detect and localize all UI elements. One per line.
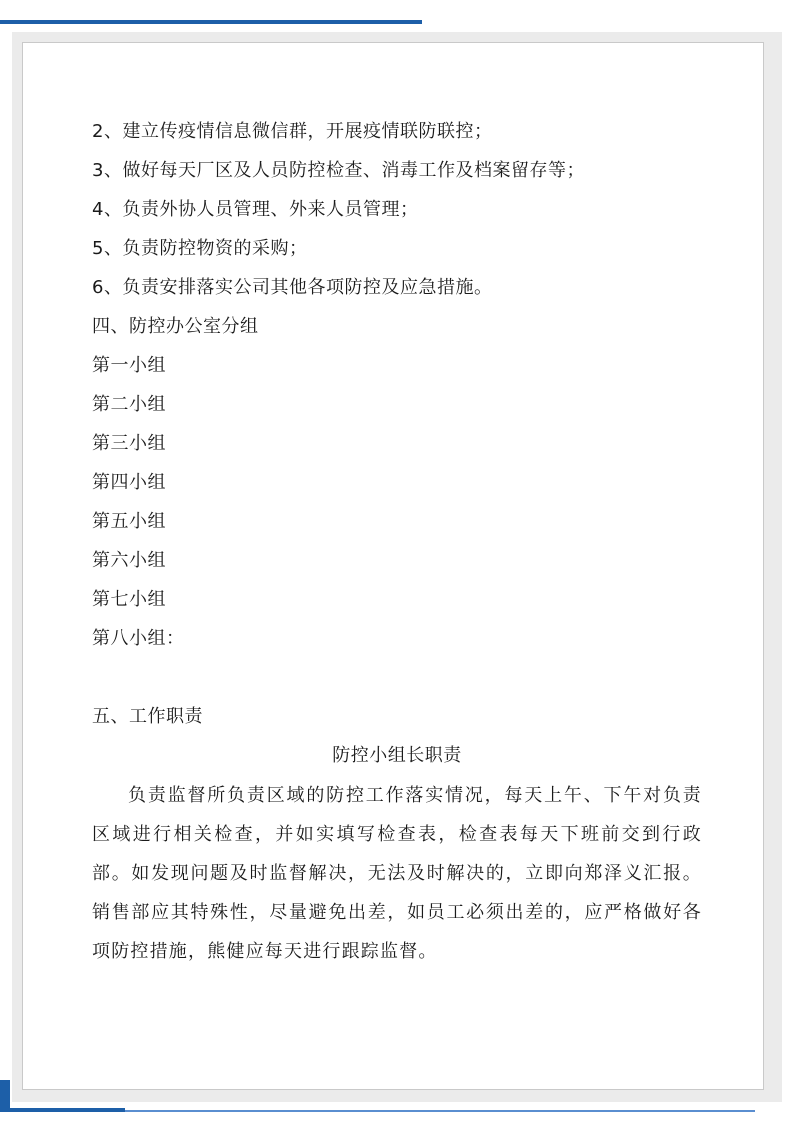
duty-paragraph: 负责监督所负责区域的防控工作落实情况，每天上午、下午对负责区域进行相关检查，并如实填写检查表，检查表每天下班前交到行政部。如发现问题及时监督解决，无法及时解决的，立即向郑泽义汇报。销售部应其特殊性，尽量避免出差，如员工必须出差的，应严格做好各项防控措施，熊健应每天进行跟踪监督。 xyxy=(92,785,702,962)
top-accent-bar xyxy=(0,20,422,24)
list-item: 4、负责外协人员管理、外来人员管理； xyxy=(92,199,419,220)
bottom-accent-bar xyxy=(0,1108,125,1112)
document-body xyxy=(92,112,702,971)
group-item: 第三小组 xyxy=(92,433,166,454)
group-item: 第五小组 xyxy=(92,511,166,532)
list-item: 6、负责安排落实公司其他各项防控及应急措施。 xyxy=(92,277,493,298)
group-item: 第七小组 xyxy=(92,589,166,610)
group-item: 第四小组 xyxy=(92,472,166,493)
list-item: 3、做好每天厂区及人员防控检查、消毒工作及档案留存等； xyxy=(92,160,585,181)
list-item: 2、建立传疫情信息微信群，开展疫情联防联控； xyxy=(92,121,493,142)
group-item: 第六小组 xyxy=(92,550,166,571)
subsection-title: 防控小组长职责 xyxy=(332,745,462,766)
list-item: 5、负责防控物资的采购； xyxy=(92,238,308,259)
section-heading: 四、防控办公室分组 xyxy=(92,316,259,337)
group-item: 第二小组 xyxy=(92,394,166,415)
group-item: 第八小组： xyxy=(92,628,185,649)
group-item: 第一小组 xyxy=(92,355,166,376)
bottom-rule xyxy=(125,1110,755,1112)
blank-line xyxy=(92,658,702,697)
section-heading: 五、工作职责 xyxy=(92,706,203,727)
